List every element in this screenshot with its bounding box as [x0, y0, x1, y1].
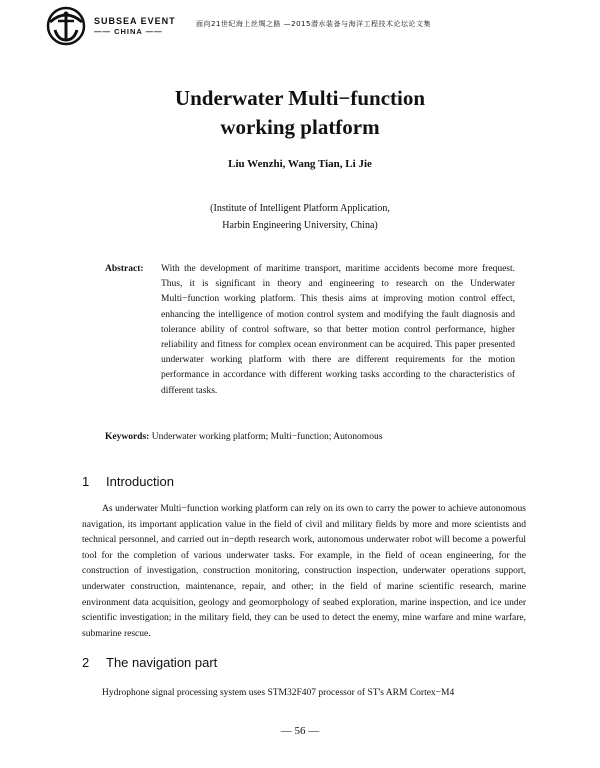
introduction-paragraph: As underwater Multi−function working platform can rely on its own to carry the power to achieve autonomous navigation, its important application value in the field of civil and military fields by more and more scientists and technical personnel, and carried out in−depth research work, autonomous underwater robot will become a powerful tool for the completion of various underwater tasks. For example, in the field of ocean engineering, for the construction of investigation, construction monitoring, construction inspection, underwater operations support, underwater construction, maintenance, repair, and other; in the field of marine scientific research, marine environment data acquisition, geology and geomorphology of seabed exploration, marine inspection, and ice under scientific investigation; in the military field, they can be used to detect the enemy, mine warfare and mine warfare, submarine rescue. [82, 504, 526, 639]
section-heading-introduction [82, 474, 174, 489]
authors: Liu Wenzhi, Wang Tian, Li Jie [228, 158, 372, 170]
abstract-label: Abstract: [105, 264, 144, 274]
section-heading-navigation [82, 655, 217, 670]
keywords [105, 432, 525, 442]
paper-title-line1: Underwater Multi−function [174, 86, 426, 110]
section-number: 2 [82, 655, 90, 670]
section-title: The navigation part [106, 655, 218, 670]
brand-bottom: —— CHINA —— [94, 27, 163, 36]
keywords-label: Keywords: [105, 432, 150, 442]
brand-name [94, 16, 176, 36]
section-title: Introduction [106, 474, 174, 489]
anchor-logo-icon [46, 6, 86, 46]
paper-title-line2: working platform [220, 115, 380, 139]
brand-top: SUBSEA EVENT [94, 16, 176, 26]
affiliation-line2: Harbin Engineering University, China) [222, 220, 378, 231]
page-header [46, 6, 566, 48]
navigation-paragraph: Hydrophone signal processing system uses STM32F407 processor of ST's ARM Cortex−M4 [102, 688, 455, 698]
running-title: 面向21世纪海上丝绸之路 —2015潜水装备与海洋工程技术论坛论文集 [196, 20, 431, 28]
brand-bottom-text: CHINA [114, 27, 143, 36]
abstract-text: With the development of maritime transport, maritime accidents become more frequest. Thus, it is significant in theory and engineering to research on the Underwater Multi−function working platform. This thesis aims at improving motion control effect, enhancing the intelligence of motion control system and modifying the fault diagnosis and tolerance ability of control software, so that better motion control performance, higher reliability and fitness for complex ocean environment can be acquired. This paper presented underwater working platform with there are different requirements for the motion performance in accordance with different working tasks according to the characteristics of different tasks. [161, 264, 515, 396]
keywords-text: Underwater working platform; Multi−function; Autonomous [151, 432, 383, 442]
affiliation-line1: (Institute of Intelligent Platform Application, [210, 203, 390, 214]
abstract [105, 262, 515, 399]
section-number: 1 [82, 474, 90, 489]
page-number: — 56 — [280, 725, 320, 737]
